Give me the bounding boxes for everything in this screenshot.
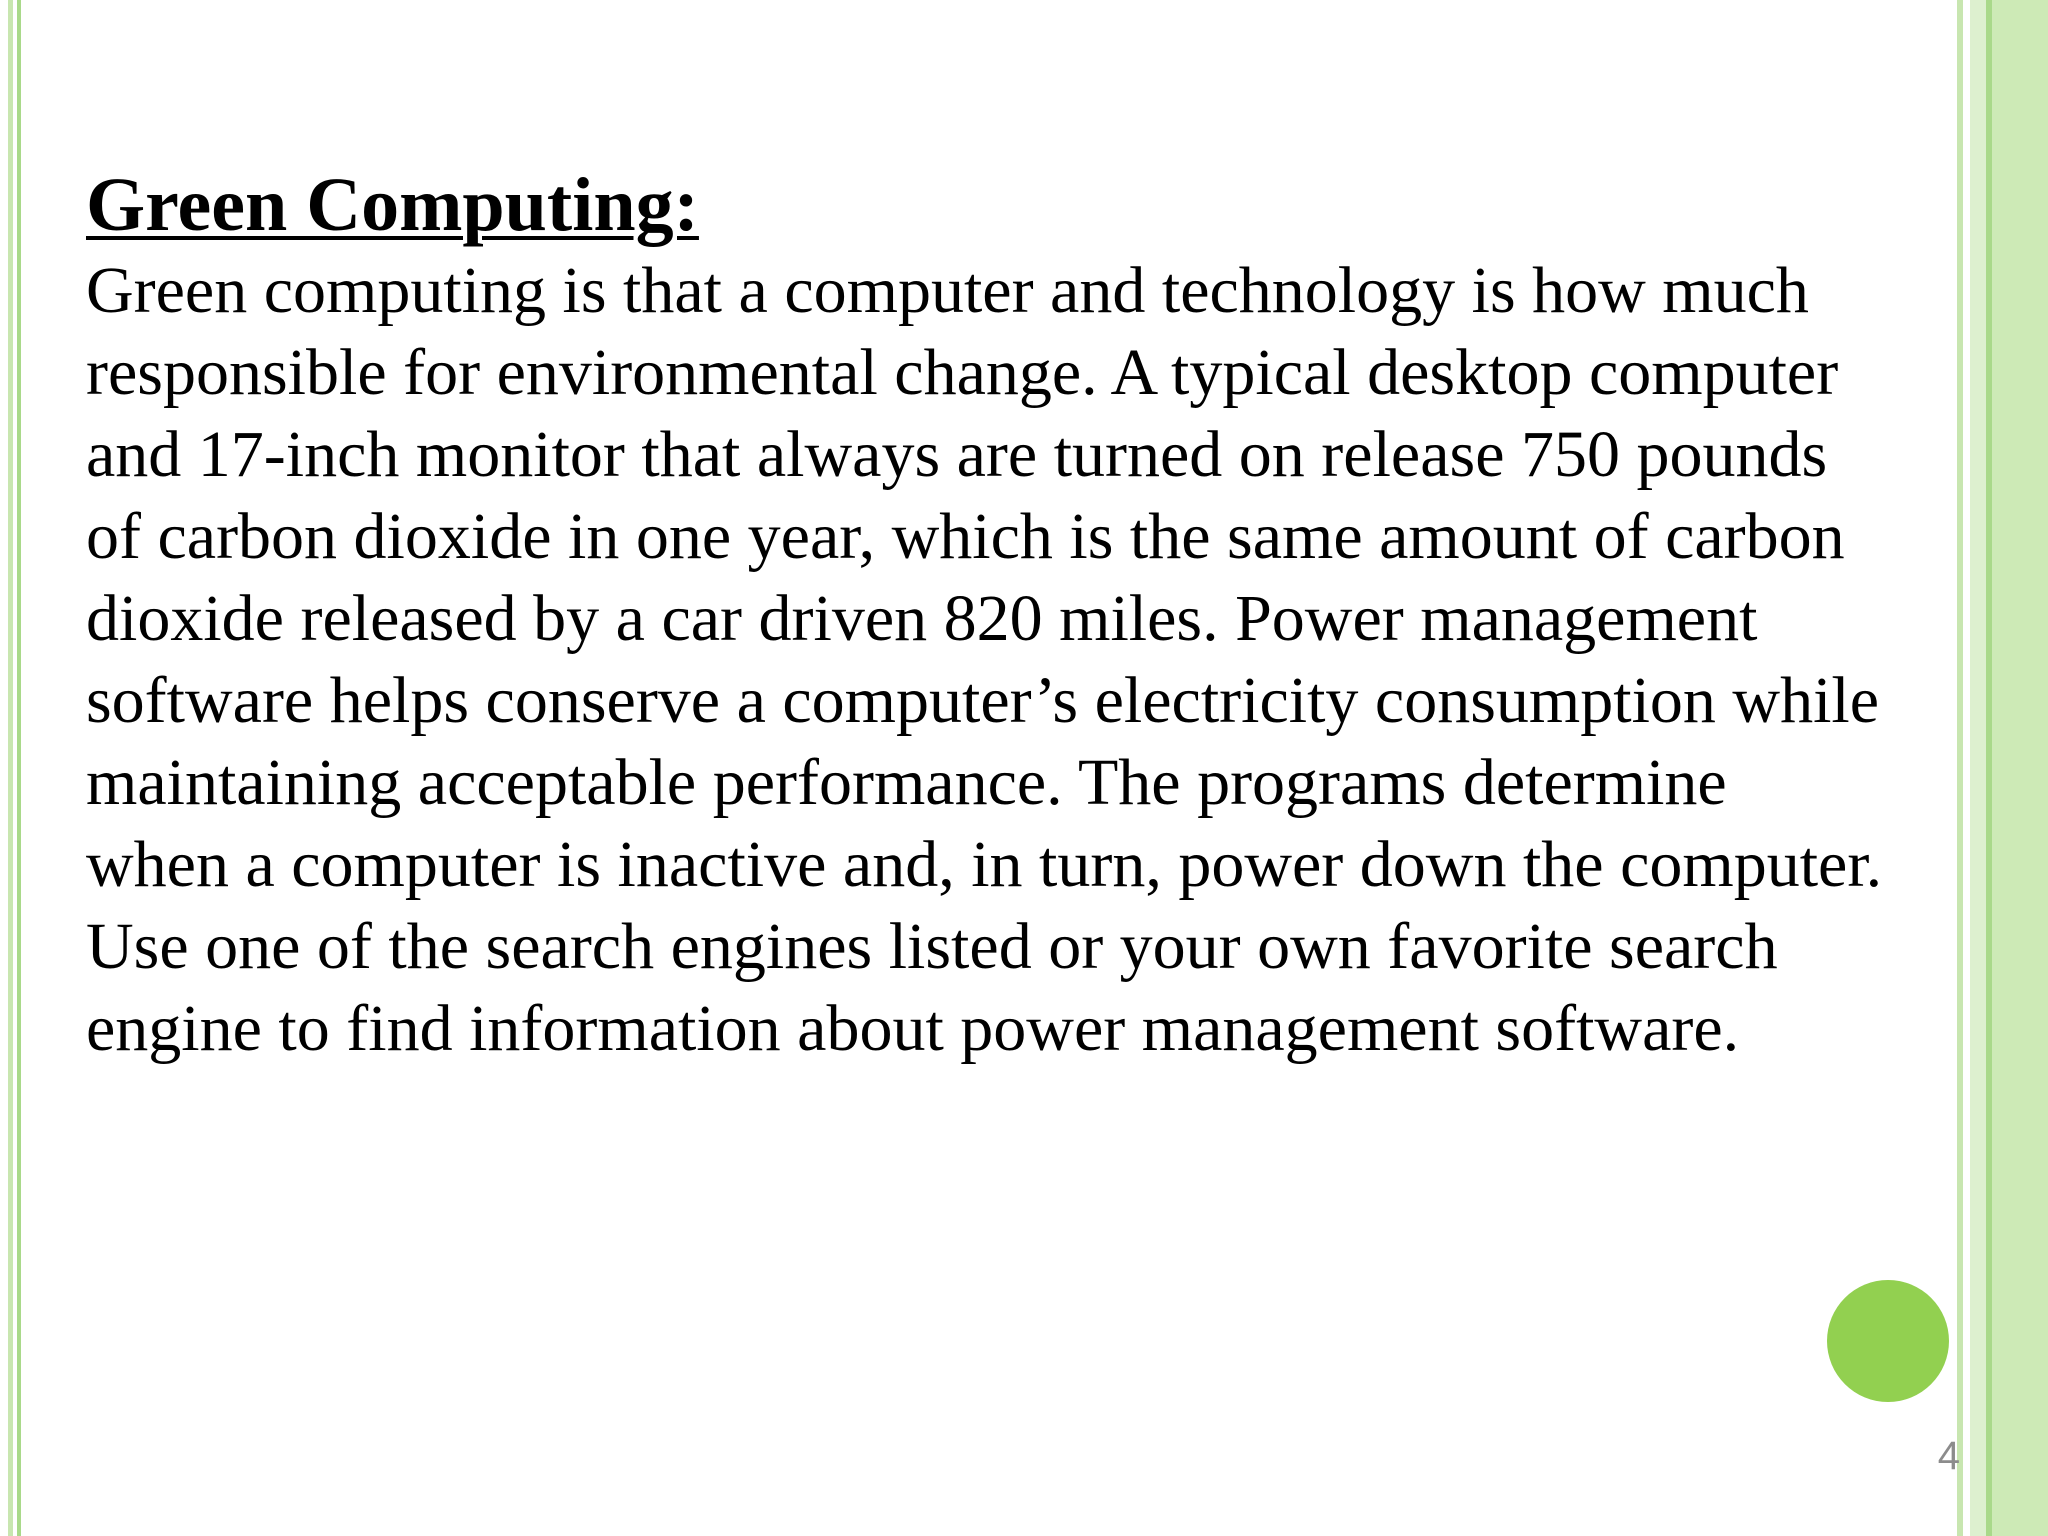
slide-body-text — [86, 250, 1966, 1070]
body-line: maintaining acceptable performance. The programs determine — [86, 746, 1727, 819]
body-line: Green computing is that a computer and technology is how much — [86, 254, 1809, 327]
decorative-green-circle — [1827, 1280, 1949, 1402]
right-border-band — [1992, 0, 2048, 1536]
body-line: Use one of the search engines listed or your own favorite search — [86, 910, 1778, 983]
body-line: when a computer is inactive and, in turn, power down the computer. — [86, 828, 1883, 901]
body-line: responsible for environmental change. A typical desktop computer — [86, 336, 1839, 409]
slide-title: Green Computing: — [86, 163, 699, 247]
page-number: 4 — [1937, 1434, 1960, 1478]
body-line: and 17-inch monitor that always are turned on release 750 pounds — [86, 418, 1828, 491]
body-line: engine to find information about power management software. — [86, 992, 1740, 1065]
body-line: software helps conserve a computer’s electricity consumption while — [86, 664, 1880, 737]
slide-content — [86, 160, 1966, 1070]
left-border-stripe-inner — [17, 0, 21, 1536]
body-line: of carbon dioxide in one year, which is the same amount of carbon — [86, 500, 1845, 573]
body-line: dioxide released by a car driven 820 miles. Power management — [86, 582, 1758, 655]
left-border-stripe — [8, 0, 13, 1536]
right-border-band-light — [1970, 0, 1986, 1536]
